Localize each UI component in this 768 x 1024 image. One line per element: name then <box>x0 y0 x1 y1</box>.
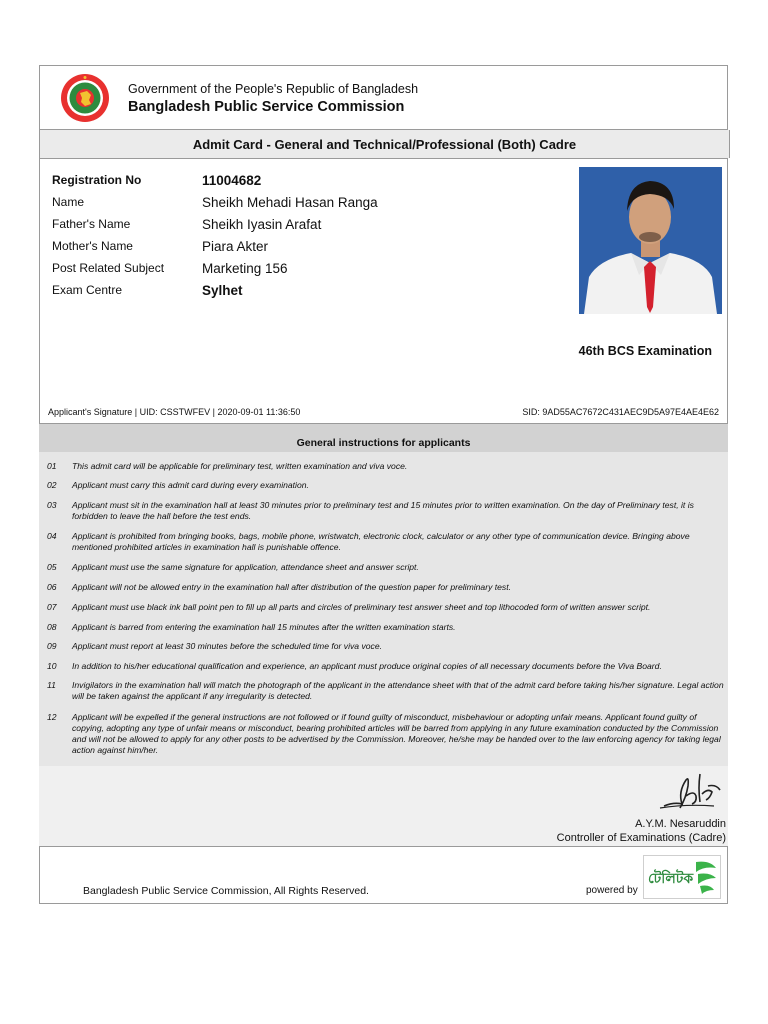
info-value: Marketing 156 <box>202 261 288 276</box>
page-footer <box>39 846 728 904</box>
commission-name: Bangladesh Public Service Commission <box>128 99 405 115</box>
instruction-number: 02 <box>47 480 57 490</box>
instructions-heading: General instructions for applicants <box>296 437 471 449</box>
instruction-number: 07 <box>47 602 57 612</box>
controller-title: Controller of Examinations (Cadre) <box>556 832 726 844</box>
info-value: Sheikh Mehadi Hasan Ranga <box>202 195 378 210</box>
handwritten-signature <box>656 766 726 816</box>
instruction-text: Invigilators in the examination hall will match the photograph of the applicant in the attendance sheet with that of the admit card before taking his/her signature. Legal action will be taken against the applicant if any irregularity is detected. <box>72 680 724 701</box>
instruction-number: 09 <box>47 641 57 651</box>
instructions-section <box>39 424 728 766</box>
header-text <box>128 82 418 115</box>
instruction-text: In addition to his/her educational qualification and experience, an applicant must produce original copies of all necessary documents before the Viva Board. <box>72 661 662 671</box>
info-label: Registration No <box>52 173 142 187</box>
info-value: Sheikh Iyasin Arafat <box>202 217 322 232</box>
instruction-number: 03 <box>47 500 57 510</box>
applicant-info <box>39 158 728 424</box>
info-label: Name <box>52 195 85 209</box>
applicant-signature-line: Applicant's Signature | UID: CSSTWFEV | 2020-09-01 11:36:50 <box>48 407 301 417</box>
controller-name: A.Y.M. Nesaruddin <box>635 818 726 830</box>
instruction-text: Applicant must carry this admit card during every examination. <box>72 480 309 490</box>
copyright-text: Bangladesh Public Service Commission, All Rights Reserved. <box>83 885 369 897</box>
info-label: Post Related Subject <box>52 261 165 275</box>
government-name: Government of the People's Republic of Bangladesh <box>128 82 419 96</box>
instruction-text: Applicant must report at least 30 minutes before the scheduled time for viva voce. <box>72 641 383 651</box>
instructions-heading-bar <box>39 424 728 452</box>
sid-line: SID: 9AD55AC7672C431AEC9D5A97E4AE4E62 <box>522 407 719 417</box>
instruction-text: Applicant must sit in the examination hall at least 30 minutes prior to preliminary test and 15 minutes prior to written examination. On the day of Preliminary test, it is forbidden to leave the hall before the test ends. <box>72 500 694 521</box>
instruction-text: Applicant is prohibited from bringing books, bags, mobile phone, wristwatch, electronic clock, calculator or any other type of communication device. Bringing above mentioned prohibited articles in examination hall is punishable offence. <box>72 531 690 552</box>
info-label: Father's Name <box>52 217 131 231</box>
instruction-number: 01 <box>47 461 57 471</box>
instruction-text: Applicant will be expelled if the general instructions are not followed or if found guilty of misconduct, misbehaviour or adopting unfair means. Applicant found guilty of copying, adopting any type of unfair means or misconduct, bearing prohibited articles will be barred from applying in any future examination conducted by the Commission and will not be allowed to apply for any other posts to be advertised by the Commission. Moreover, he/she may be handed over to the law enforcing agency for taking legal action against him/her. <box>72 712 721 755</box>
instruction-number: 06 <box>47 582 57 592</box>
powered-by-label: powered by <box>586 885 638 896</box>
title-band <box>39 130 730 158</box>
instruction-number: 10 <box>47 661 57 671</box>
instruction-text: Applicant will not be allowed entry in the examination hall after distribution of the question paper for preliminary test. <box>72 582 511 592</box>
instruction-text: Applicant must use black ink ball point pen to fill up all parts and circles of preliminary test answer sheet and top lithocoded form of written answer script. <box>72 602 651 612</box>
applicant-photo <box>579 167 722 314</box>
exam-name: 46th BCS Examination <box>578 344 712 358</box>
info-value: 11004682 <box>202 173 262 188</box>
instruction-number: 08 <box>47 622 57 632</box>
teletalk-logo-text: টেলিটক <box>648 871 694 887</box>
teletalk-logo <box>643 855 721 899</box>
instruction-number: 05 <box>47 562 57 572</box>
instruction-number: 12 <box>47 712 57 722</box>
info-value: Piara Akter <box>202 239 269 254</box>
controller-signature-area <box>39 766 728 846</box>
info-label: Mother's Name <box>52 239 133 253</box>
bangladesh-government-seal-icon <box>60 73 110 123</box>
instruction-text: Applicant must use the same signature for application, attendance sheet and answer script. <box>72 562 419 572</box>
info-value: Sylhet <box>202 283 243 298</box>
page-header <box>39 65 728 130</box>
teletalk-logo-graphic <box>644 856 720 898</box>
admit-card-title: Admit Card - General and Technical/Professional (Both) Cadre <box>192 137 577 152</box>
instruction-number: 11 <box>47 680 56 690</box>
instruction-number: 04 <box>47 531 57 541</box>
instruction-text: Applicant is barred from entering the examination hall 15 minutes after the written examination starts. <box>72 622 456 632</box>
instruction-text: This admit card will be applicable for preliminary test, written examination and viva voce. <box>72 461 408 471</box>
info-label: Exam Centre <box>52 283 123 297</box>
